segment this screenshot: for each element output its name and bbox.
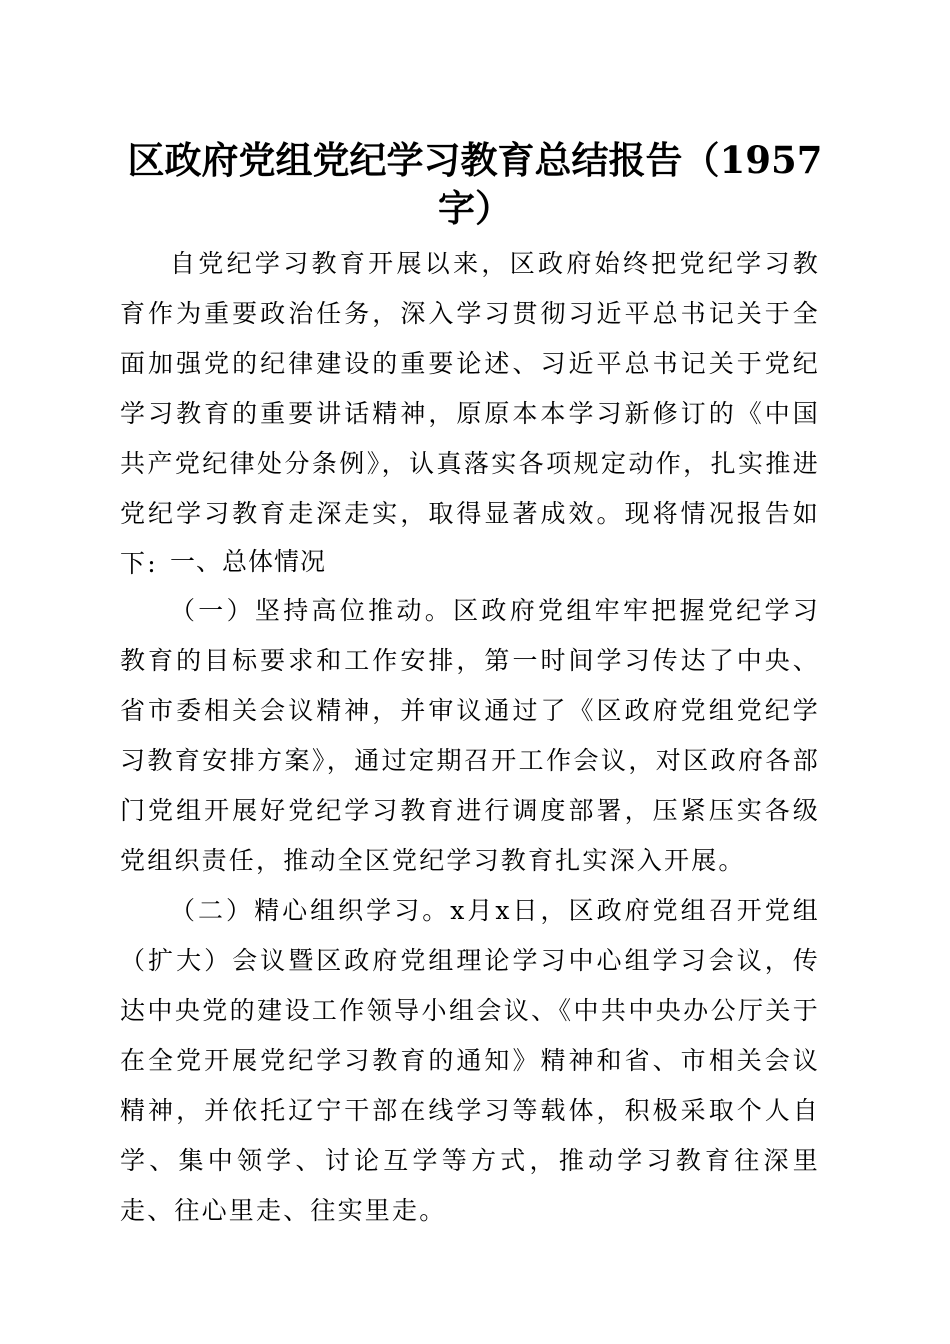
paragraph-high-level-promotion: （一）坚持高位推动。区政府党组牢牢把握党纪学习教育的目标要求和工作安排，第一时间学习传达了中央、省市委相关会议精神，并审议通过了《区政府党组党纪学习教育安排方案》，通过定期召开工作会议，对区政府各部门党组开展好党纪学习教育进行调度部署，压紧压实各级党组织责任，推动全区党纪学习教育扎实深入开展。 <box>120 596 820 875</box>
paragraph-organize-study: （二）精心组织学习。x月x日，区政府党组召开党组（扩大）会议暨区政府党组理论学习中心组学习会议，传达中央党的建设工作领导小组会议、《中共中央办公厅关于在全党开展党纪学习教育的通知》精神和省、市相关会议精神，并依托辽宁干部在线学习等载体，积极采取个人自学、集中领学、讨论互学等方式，推动学习教育往深里走、往心里走、往实里走。 <box>120 896 820 1225</box>
document-title: 区政府党组党纪学习教育总结报告（1957字） <box>127 138 823 230</box>
section-heading-overall: 一、总体情况 <box>170 547 327 576</box>
intro-paragraph: 自党纪学习教育开展以来，区政府始终把党纪学习教育作为重要政治任务，深入学习贯彻习近平总书记关于全面加强党的纪律建设的重要论述、习近平总书记关于党纪学习教育的重要讲话精神，原原本本学习新修订的《中国共产党纪律处分条例》，认真落实各项规定动作，扎实推进党纪学习教育走深走实，取得显著成效。现将情况报告如下: <box>120 249 820 578</box>
